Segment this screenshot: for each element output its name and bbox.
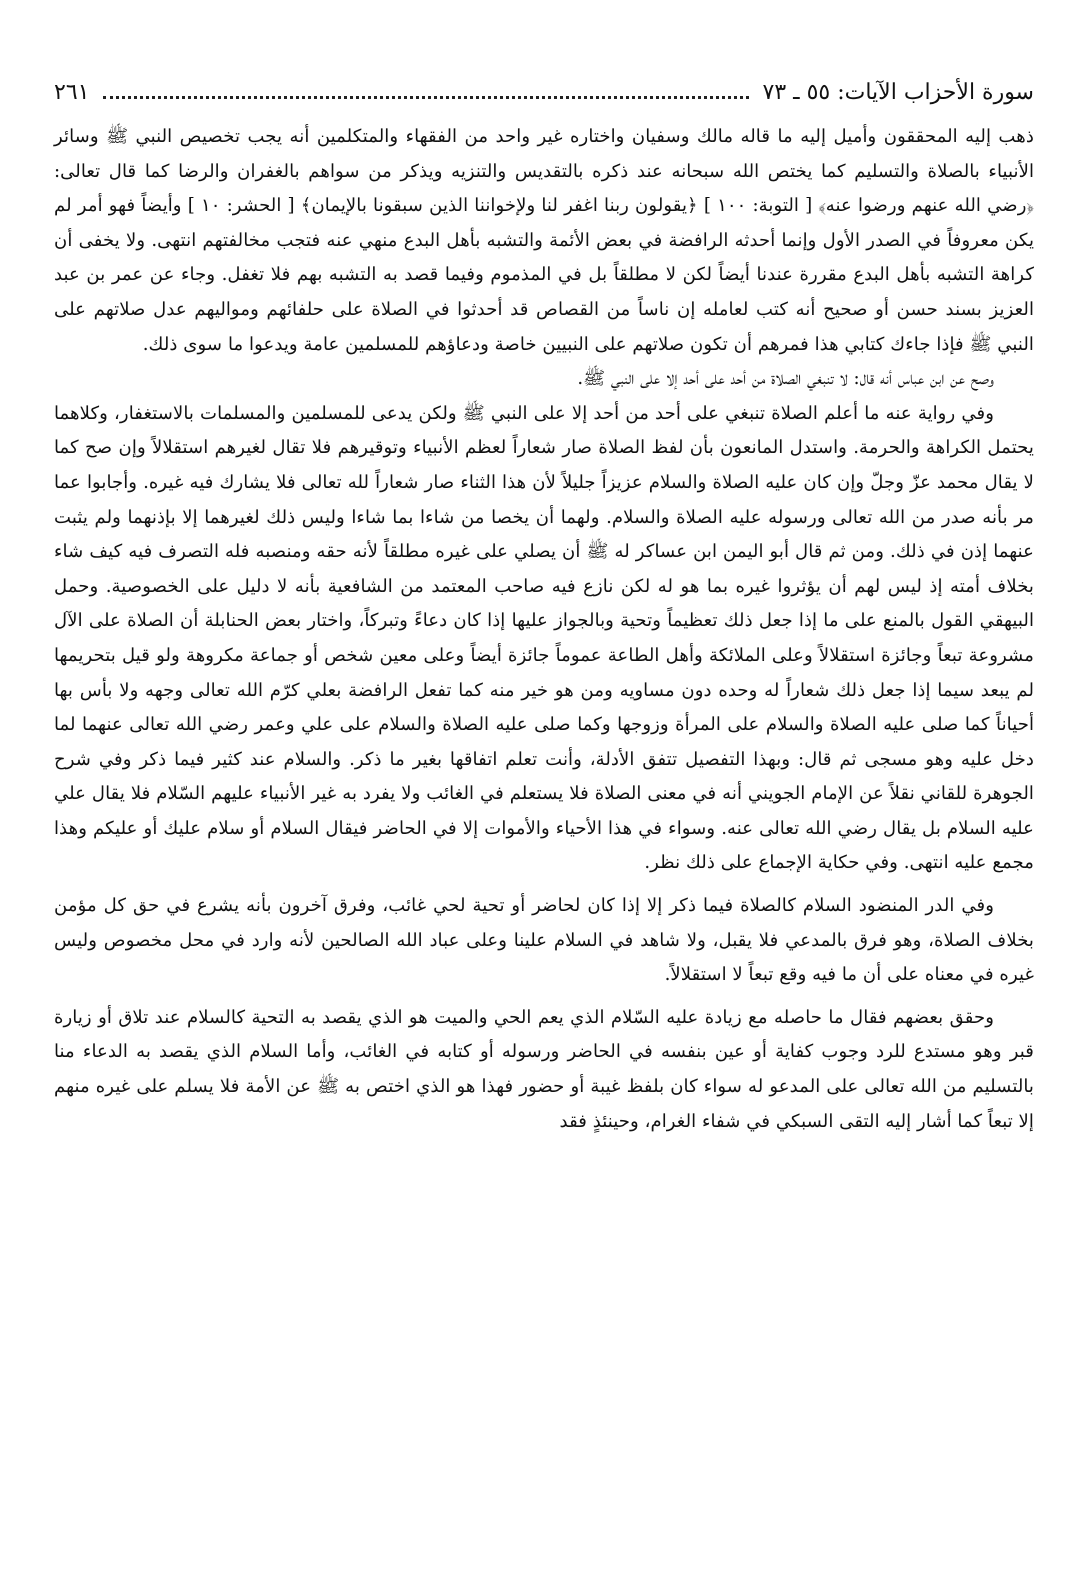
paragraph: وحقق بعضهم فقال ما حاصله مع زيادة عليه السّلام الذي يعم الحي والميت هو الذي يقصد به التحية كالسلام عند تلاق أو زيارة قبر وهو مستدع للرد وجوب كفاية أو عين بنفسه في الحاضر ورسوله أو كتابه في الغائب، وأما السلام الذي يقصد به الدعاء منا بالتسليم من الله تعالى على المدعو له سواء كان بلفظ غيبة أو حضور فهذا هو الذي اختص به ﷺ عن الأمة فلا يسلم على غيره منهم إلا تبعاً كما أشار إليه التقى السبكي في شفاء الغرام، وحينئذٍ فقد [54,1006,1034,1132]
running-header [54,62,1034,106]
header-dot-leader [103,96,748,99]
paragraph: وفي رواية عنه ما أعلم الصلاة تنبغي على أحد من أحد إلا على النبي ﷺ ولكن يدعى للمسلمين والمسلمات بالاستغفار، وكلاهما يحتمل الكراهة والحرمة. واستدل المانعون بأن لفظ الصلاة صار شعاراً لعظم الأنبياء وتوقيرهم فلا تقال لغيرهم استقلالاً وإن صح كما لا يقال محمد عزّ وجلّ وإن كان عليه الصلاة والسلام عزيزاً جليلاً لأن هذا الثناء صار شعاراً لله تعالى فلا يشارك فيه غيره. وأجابوا عما مر بأنه صدر من الله تعالى ورسوله عليه الصلاة والسلام. ولهما أن يخصا من شاءا بما شاءا وليس ذلك لغيرهما إلا بإذنهما ولم يثبت عنهما إذن في ذلك. ومن ثم قال أبو اليمن ابن عساكر له ﷺ أن يصلي على غيره مطلقاً لأنه حقه ومنصبه فله التصرف فيه كيف شاء بخلاف أمته إذ ليس لهم أن يؤثروا غيره بما هو له لكن نازع فيه صاحب المعتمد من الشافعية بأنه لا دليل على الخصوصية. وحمل البيهقي القول بالمنع على ما إذا جعل ذلك تعظيماً وتحية وبالجواز عليها إذا كان دعاءً وتبركاً، واختار بعض الحنابلة أن الصلاة على الآل مشروعة تبعاً وجائزة استقلالاً وعلى الملائكة وأهل الطاعة عموماً جائزة أيضاً وعلى معين شخص أو جماعة مكروهة ولو قيل بتحريمها لم يبعد سيما إذا جعل ذلك شعاراً له وحده دون مساويه ومن هو خير منه كما تفعل الرافضة بعلي كرّم الله تعالى وجهه ولا بأس بها أحياناً كما صلى عليه الصلاة والسلام على المرأة وزوجها وكما صلى عليه الصلاة والسلام على علي وعمر رضي الله تعالى عنهما لما دخل عليه وهو مسجى ثم قال: وبهذا التفصيل تتفق الأدلة، وأنت تعلم اتفاقها بغير ما ذكر. والسلام عند كثير فيما ذكر وفي شرح الجوهرة للقاني نقلاً عن الإمام الجويني أنه في معنى الصلاة فلا يستعلم في الغائب ولا يفرد به غير الأنبياء عليهم السّلام فلا يقال علي عليه السلام بل يقال رضي الله تعالى عنه. وسواء في هذا الأحياء والأموات إلا في الحاضر فيقال السلام أو سلام عليك أو عليكم وهذا مجمع عليه انتهى. وفي حكاية الإجماع على ذلك نظر. [54,402,1034,874]
page-number: ٢٦١ [54,79,90,105]
header-title: سورة الأحزاب الآيات: ٥٥ ـ ٧٣ [762,79,1034,105]
paragraph: وفي الدر المنضود السلام كالصلاة فيما ذكر إلا إذا كان لحاضر أو تحية لحي غائب، وفرق آخرون بأنه يشرع في حق كل مؤمن بخلاف الصلاة، وهو فرق بالمدعي فلا يقبل، ولا شاهد في السلام علينا وعلى عباد الله الصالحين لأنه وارد في محل مخصوص وليس غيره في معناه على أن ما فيه وقع تبعاً لا استقلالاً. [54,895,1034,986]
body-text [54,120,1034,1139]
paragraph: وصح عن ابن عباس أنه قال: لا تنبغي الصلاة من أحد على أحد إلا على النبي ﷺ. [577,368,994,390]
paragraph: ذهب إليه المحققون وأميل إليه ما قاله مالك وسفيان واختاره غير واحد من الفقهاء والمتكلمين أنه يجب تخصيص النبي ﷺ وسائر الأنبياء بالصلاة والتسليم كما يختص الله سبحانه عند ذكره بالتقديس والتنزيه ويذكر من سواهم بالغفران والرضا كما قال تعالى: ﴿رضي الله عنهم ورضوا عنه﴾ [ التوبة: ١٠٠ ] ﴿يقولون ربنا اغفر لنا ولإخواننا الذين سبقونا بالإيمان﴾ [ الحشر: ١٠ ] وأيضاً فهو أمر لم يكن معروفاً في الصدر الأول وإنما أحدثه الرافضة في بعض الأئمة والتشبه بأهل البدع منهي عنه فتجب مخالفتهم انتهى. ولا يخفى أن كراهة التشبه بأهل البدع مقررة عندنا أيضاً لكن لا مطلقاً بل في المذموم وفيما قصد به التشبه بهم فلا تغفل. وجاء عن عمر بن عبد العزيز بسند حسن أو صحيح أنه كتب لعامله إن ناساً من القصاص قد أحدثوا في الصلاة على حلفائهم ومواليهم عدل صلاتهم على النبي ﷺ فإذا جاءك كتابي هذا فمرهم أن تكون صلاتهم على النبيين خاصة ودعاؤهم للمسلمين عامة ويدعوا ما سوى ذلك. [54,126,1035,355]
